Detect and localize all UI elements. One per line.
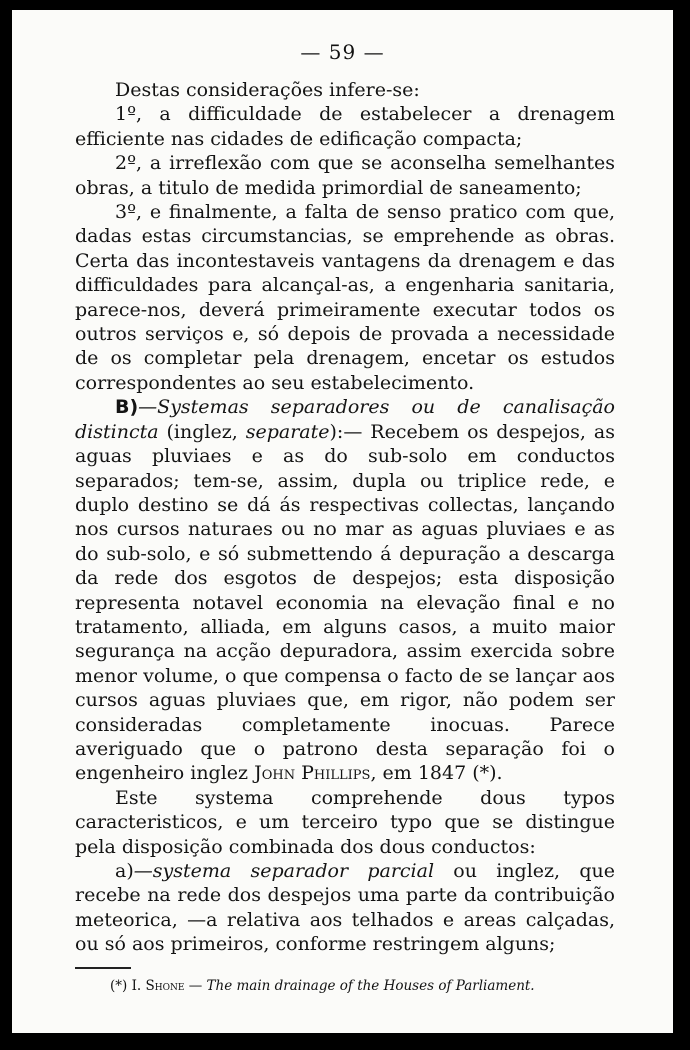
section-b-title: —Systemas separadores ou de canalisação distincta xyxy=(75,396,615,443)
section-b-marker: B) xyxy=(115,396,139,419)
book-page xyxy=(12,10,673,1033)
body-text xyxy=(75,78,615,957)
footnote-divider xyxy=(75,967,131,969)
paragraph-point-1: 1º, a difficuldade de estabelecer a drenagem efficiente nas cidades de edificação compacta; xyxy=(75,103,615,150)
section-b-open: (inglez, xyxy=(158,420,246,443)
section-b-tail: , em 1847 (*). xyxy=(370,762,503,785)
paragraph-intro: Destas considerações infere-se: xyxy=(115,79,420,101)
footnote-dash: — xyxy=(184,978,207,994)
paragraph-point-3: 3º, e finalmente, a falta de senso pratico com que, dadas estas circumstancias, se emprehende as obras. Certa das incontestaveis vantagens da drenagem e das difficuldades para alcançal-as, a engenharia sanitaria, parece-nos, deverá primeiramente executar todos os outros serviços e, só depois de provada a necessidade de os completar pela drenagem, encetar os estudos correspondentes ao seu estabelecimento. xyxy=(75,201,615,394)
footnote-author: I. Shone xyxy=(131,978,185,994)
section-b-close: ): xyxy=(329,420,344,443)
paragraph-subsection-a xyxy=(75,859,615,957)
footnote xyxy=(110,978,630,994)
subsection-a-marker: a) xyxy=(115,860,134,882)
subsection-a-body: ou inglez, que recebe na rede dos despejos uma parte da contribuição meteorica, —a relativa aos telhados e areas calçadas, ou só aos primeiros, conforme restringem alguns; xyxy=(75,860,616,956)
footnote-title: The main drainage of the Houses of Parliament. xyxy=(206,978,535,994)
paragraph-point-2: 2º, a irreflexão com que se aconselha semelhantes obras, a titulo de medida primordial de saneamento; xyxy=(75,152,615,199)
paragraph-section-b xyxy=(75,395,615,786)
section-b-body: — Recebem os despejos, as aguas pluviaes e as do sub-solo em conductos separados; tem-se, assim, dupla ou triplice rede, e duplo destino se dá ás respectivas collectas, lançando nos cursos naturaes ou no mar as aguas pluviaes e as do sub-solo, e só submettendo á depuração a descarga da rede dos esgotos de despejos; esta disposição representa notavel economia na elevação final e no tratamento, alliada, em alguns casos, a muito maior segurança na acção depuradora, assim exercida sobre menor volume, o que compensa o facto de se lançar aos cursos aguas pluviaes que, em rigor, não podem ser consideradas completamente inocuas. Parece averiguado que o patrono desta separação foi o engenheiro inglez xyxy=(75,420,615,785)
person-name: John Phillips xyxy=(254,762,371,785)
subsection-a-title: —systema separador parcial xyxy=(133,860,435,882)
footnote-mark: (*) xyxy=(110,978,132,994)
section-b-term: separate xyxy=(245,420,330,443)
page-number: — 5​9 — xyxy=(300,40,385,64)
paragraph-types: Este systema comprehende dous typos caracteristicos, e um terceiro typo que se distingue pela disposição combinada dos dous conductos: xyxy=(75,786,615,858)
